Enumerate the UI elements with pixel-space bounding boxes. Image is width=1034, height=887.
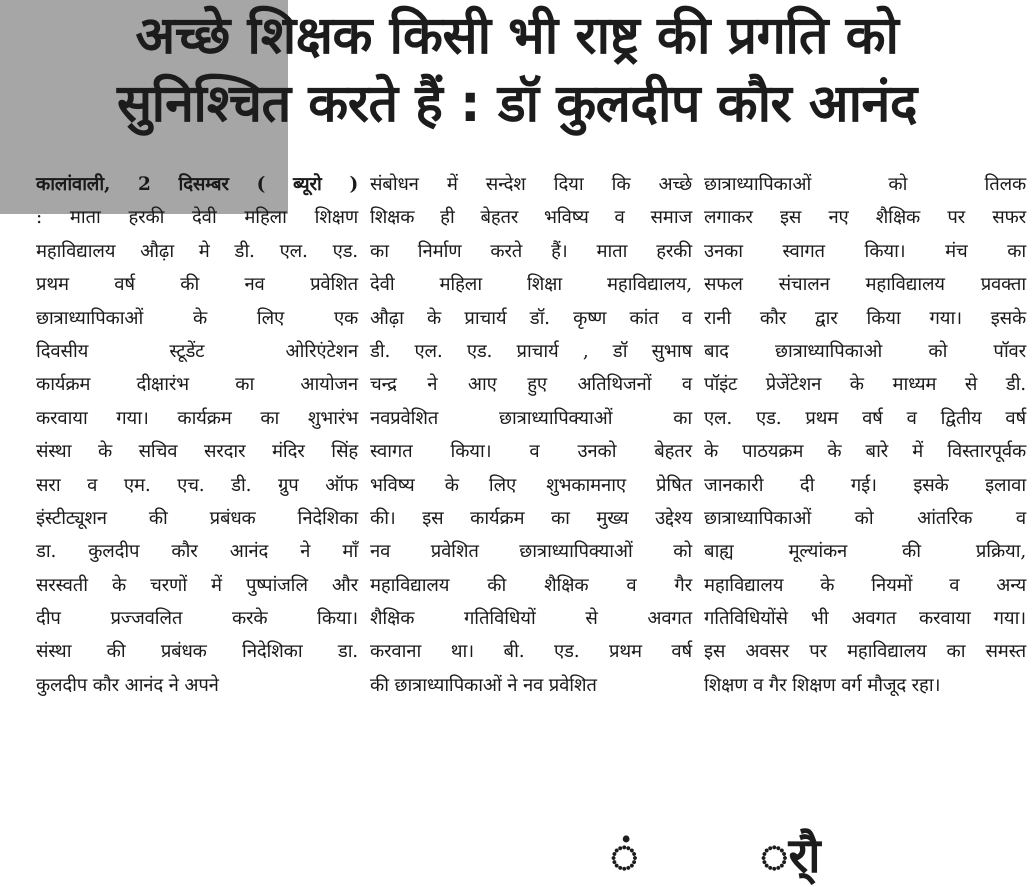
headline <box>0 0 1034 138</box>
article-line: पॉइंट प्रेजेंटेशन के माध्यम से डी. <box>704 374 1026 396</box>
article-line: डी. एल. एड. प्राचार्य , डॉ सुभाष <box>370 340 692 362</box>
article-line: इंस्टीट्यूशन की प्रबंधक निदेशिका <box>36 507 358 529</box>
next-headline-fragment: र्ौ <box>760 828 821 884</box>
article-line: डा. कुलदीप कौर आनंद ने माँ <box>36 541 358 563</box>
article-line: दीप प्रज्जवलित करके किया। <box>36 608 358 630</box>
article-line: नवप्रवेशित छात्राध्यापिक्याओं का <box>370 407 692 429</box>
article-line: देवी महिला शिक्षा महाविद्यालय, <box>370 274 692 296</box>
article-line: महाविद्यालय के नियमों व अन्य <box>704 574 1026 596</box>
article-column-2 <box>370 168 692 702</box>
article-line: रानी कौर द्वार किया गया। इसके <box>704 307 1026 329</box>
article-column-3 <box>704 168 1026 702</box>
article-line: करवाना था। बी. एड. प्रथम वर्ष <box>370 641 692 663</box>
next-headline-fragment: ं <box>610 828 639 884</box>
article-line: लगाकर इस नए शैक्षिक पर सफर <box>704 207 1026 229</box>
article-line: दिवसीय स्टूडेंट ओरिएंटेशन <box>36 340 358 362</box>
article-line: की। इस कार्यक्रम का मुख्य उद्देश्य <box>370 507 692 529</box>
article-column-1 <box>36 168 358 702</box>
article-line: औढ़ा के प्राचार्य डॉ. कृष्ण कांत व <box>370 307 692 329</box>
article-line: संस्था के सचिव सरदार मंदिर सिंह <box>36 441 358 463</box>
article-line: चन्द्र ने आए हुए अतिथिजनों व <box>370 374 692 396</box>
article-line: के पाठयक्रम के बारे में विस्तारपूर्वक <box>704 441 1026 463</box>
article-line: सरस्वती के चरणों में पुष्पांजलि और <box>36 574 358 596</box>
article-line: बाह्य मूल्यांकन की प्रक्रिया, <box>704 541 1026 563</box>
article-line: संबोधन में सन्देश दिया कि अच्छे <box>370 174 692 195</box>
dateline: कालांवाली, 2 दिसम्बर ( ब्यूरो ) <box>36 174 358 195</box>
article-line: गतिविधियोंसे भी अवगत करवाया गया। <box>704 608 1026 630</box>
headline-line-2: सुनिश्चित करते हैं : डॉ कुलदीप कौर आनंद <box>116 74 918 134</box>
article-line: का निर्माण करते हैं। माता हरकी <box>370 240 692 262</box>
article-line: नव प्रवेशित छात्राध्यापिक्याओं को <box>370 541 692 563</box>
article-line: महाविद्यालय औढ़ा मे डी. एल. एड. <box>36 240 358 262</box>
article-line: : माता हरकी देवी महिला शिक्षण <box>36 207 358 229</box>
article-line: शिक्षण व गैर शिक्षण वर्ग मौजूद रहा। <box>704 674 941 696</box>
article-line: एल. एड. प्रथम वर्ष व द्वितीय वर्ष <box>704 407 1026 429</box>
article-line: संस्था की प्रबंधक निदेशिका डा. <box>36 641 358 663</box>
article-line: महाविद्यालय की शैक्षिक व गैर <box>370 574 692 596</box>
next-headline-cut-off <box>0 828 1034 884</box>
headline-line-1: अच्छे शिक्षक किसी भी राष्ट्र की प्रगति को <box>135 6 899 66</box>
article-line: बाद छात्राध्यापिकाओ को पॉवर <box>704 340 1026 362</box>
article-line: करवाया गया। कार्यक्रम का शुभारंभ <box>36 407 358 429</box>
article-line: छात्राध्यापिकाओं के लिए एक <box>36 307 358 329</box>
article-line: जानकारी दी गई। इसके इलावा <box>704 474 1026 496</box>
article-line: सरा व एम. एच. डी. ग्रुप ऑफ <box>36 474 358 496</box>
article-line: छात्राध्यापिकाओं को तिलक <box>704 174 1026 195</box>
article-line: की छात्राध्यापिकाओं ने नव प्रवेशित <box>370 674 597 696</box>
article-line: इस अवसर पर महाविद्यालय का समस्त <box>704 641 1026 663</box>
article-line: छात्राध्यापिकाओं को आंतरिक व <box>704 507 1026 529</box>
article-line: स्वागत किया। व उनको बेहतर <box>370 441 692 463</box>
article-line: सफल संचालन महाविद्यालय प्रवक्ता <box>704 274 1026 296</box>
article-line: उनका स्वागत किया। मंच का <box>704 240 1026 262</box>
article-line: शिक्षक ही बेहतर भविष्य व समाज <box>370 207 692 229</box>
article-line: भविष्य के लिए शुभकामनाए प्रेषित <box>370 474 692 496</box>
article-line: शैक्षिक गतिविधियों से अवगत <box>370 608 692 630</box>
article-body <box>36 168 1026 702</box>
article-line: कार्यक्रम दीक्षारंभ का आयोजन <box>36 374 358 396</box>
article-line: कुलदीप कौर आनंद ने अपने <box>36 674 219 696</box>
article-line: प्रथम वर्ष की नव प्रवेशित <box>36 274 358 296</box>
